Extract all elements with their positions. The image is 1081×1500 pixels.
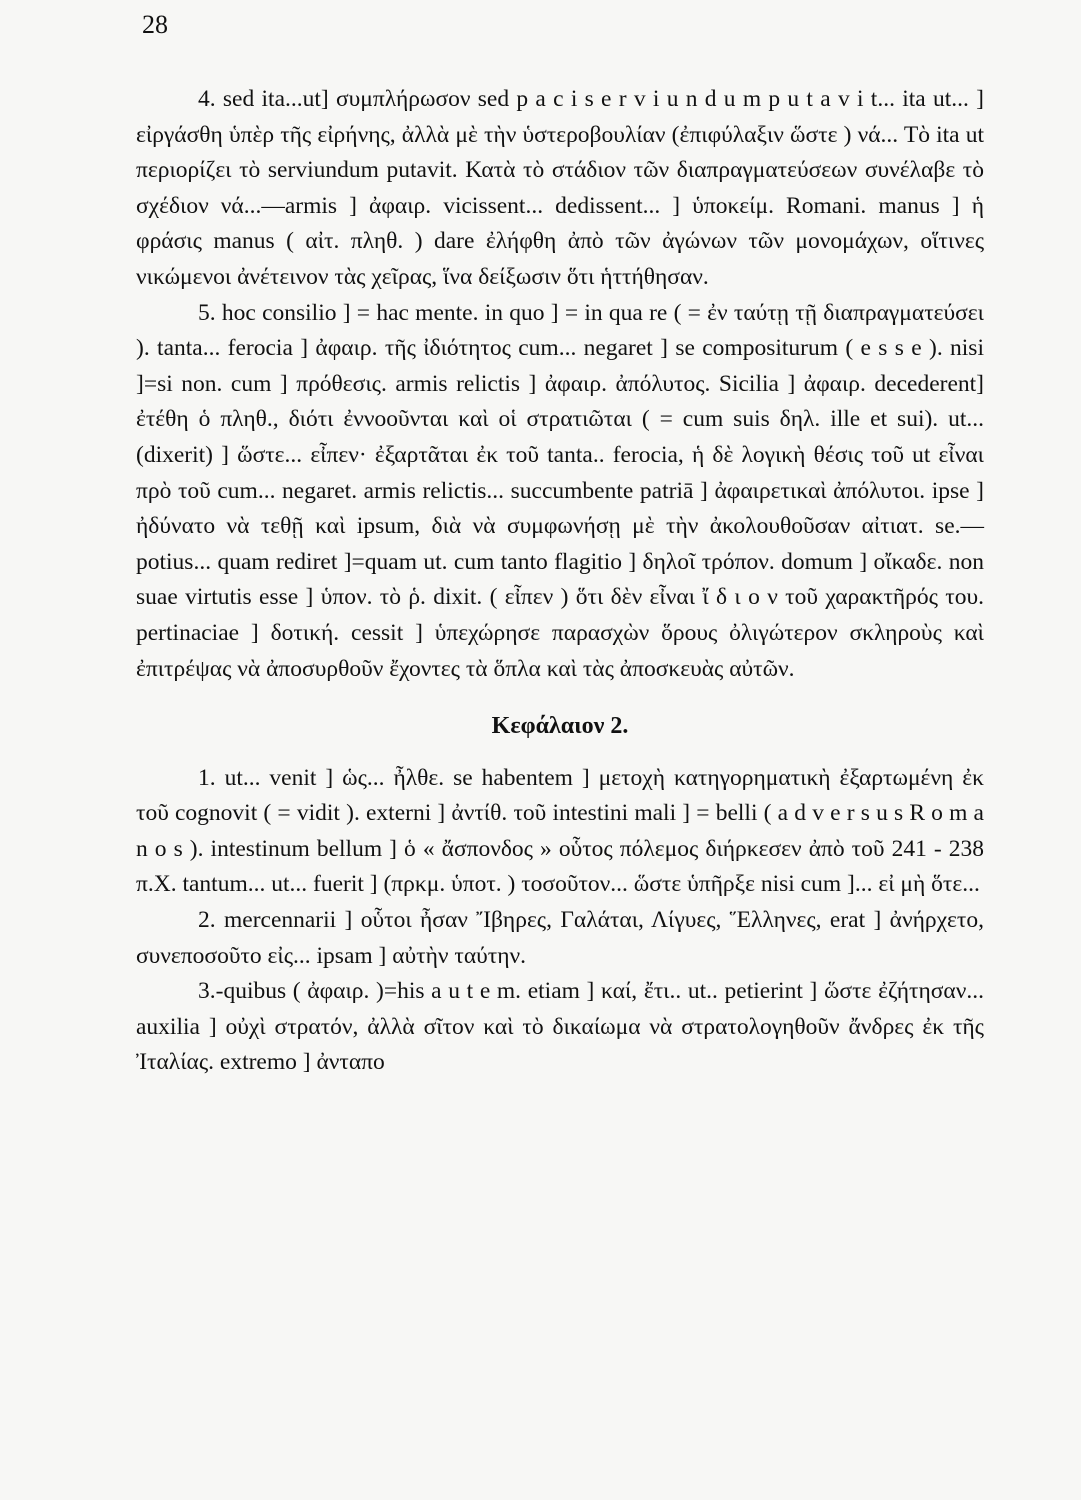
chapter-heading: Κεφάλαιον 2. [491, 713, 629, 740]
page-number: 28 [142, 10, 168, 39]
note-5: 5. hoc consilio ] = hac mente. in quo ] = in qua re ( = ἐν ταύτῃ τῇ διαπραγματεύσει ). tanta... ferocia ] ἀφαιρ. τῆς ἰδιότητος cum... negaret ] se compositurum ( e s s e ). nisi ]=si non. cum ] πρόθεσις. armis relictis ] ἀφαιρ. ἀπόλυτος. Sicilia ] ἀφαιρ. decederent] ἐτέθη ὁ πληθ., διότι ἐννοοῦνται καὶ οἱ στρατιῶται ( = cum suis δηλ. ille et sui). ut... (dixerit) ] ὥστε... εἶπεν· ἐξαρτᾶται ἐκ τοῦ tanta.. ferocia, ἡ δὲ λογικὴ θέσις τοῦ ut εἶναι πρὸ τοῦ cum... negaret. armis relictis... succumbente patriā ] ἀφαιρετικαὶ ἀπόλυτοι. ipse ] ἠδύνατο νὰ τεθῇ καὶ ipsum, διὰ νὰ συμφωνήσῃ μὲ τὴν ἀκολουθοῦσαν αἰτιατ. se.—potius... quam rediret ]=quam ut. cum tanto flagitio ] δηλοῖ τρόπον. domum ] οἴκαδε. non suae virtutis esse ] ὑπον. τὸ ῥ. dixit. ( εἶπεν ) ὅτι δὲν εἶναι ἴ δ ι ο ν τοῦ χαρακτῆρός του. pertinaciae ] δοτική. cessit ] ὑπεχώρησε παρασχὼν ὅρους ὀλιγώτερον σκληροὺς καὶ ἐπιτρέψας νὰ ἀποσυρθοῦν ἔχοντες τὰ ὅπλα καὶ τὰς ἀποσκευὰς αὐτῶν. [136, 299, 984, 682]
note-4: 4. sed ita...ut] συμπλήρωσον sed p a c i s e r v i u n d u m p u t a v i t... ita ut... ] εἰργάσθη ὑπὲρ τῆς εἰρήνης, ἀλλὰ μὲ τὴν ὑστεροβουλίαν (ἐπιφύλαξιν ὥστε ) νά... Τὸ ita ut περιορίζει τὸ serviundum putavit. Κατὰ τὸ στάδιον τῶν διαπραγματεύσεων συνέλαβε τὸ σχέδιον νά...—armis ] ἀφαιρ. vicissent... dedissent... ] ὑποκείμ. Romani. manus ] ἡ φράσις manus ( αἰτ. πληθ. ) dare ἐλήφθη ἀπὸ τῶν ἀγώνων τῶν μονομάχων, οἵτινες νικώμενοι ἀνέτεινον τὰς χεῖρας, ἵνα δείξωσιν ὅτι ἡττήθησαν. [136, 86, 984, 290]
chapter2-note-3: 3.-quibus ( ἀφαιρ. )=his a u t e m. etiam ] καί, ἔτι.. ut.. petierint ] ὥστε ἐζήτησαν... auxilia ] οὐχὶ στρατόν, ἀλλὰ σῖτον καὶ τὸ δικαίωμα νὰ στρατολογηθοῦν ἄνδρες ἐκ τῆς Ἰταλίας. extremo ] ἀνταπο [136, 978, 984, 1076]
chapter2-note-2: 2. mercennarii ] οὗτοι ἦσαν Ἴβηρες, Γαλάται, Λίγυες, Ἕλληνες, erat ] ἀνήρχετο, συνεποσοῦτο εἰς... ipsam ] αὐτὴν ταύτην. [136, 907, 984, 969]
commentary-text [136, 82, 984, 1081]
chapter2-note-1: 1. ut... venit ] ὡς... ἦλθε. se habentem ] μετοχὴ κατηγορηματικὴ ἐξαρτωμένη ἐκ τοῦ cognovit ( = vidit ). externi ] ἀντίθ. τοῦ intestini mali ] = belli ( a d v e r s u s R o m a n o s ). intestinum bellum ] ὁ « ἄσπονδος » οὗτος πόλεμος διήρκεσεν ἀπὸ τοῦ 241 - 238 π.Χ. tantum... ut... fuerit ] (πρκμ. ὑποτ. ) τοσοῦτον... ὥστε ὑπῆρξε nisi cum ]... εἰ μὴ ὅτε... [136, 764, 984, 898]
